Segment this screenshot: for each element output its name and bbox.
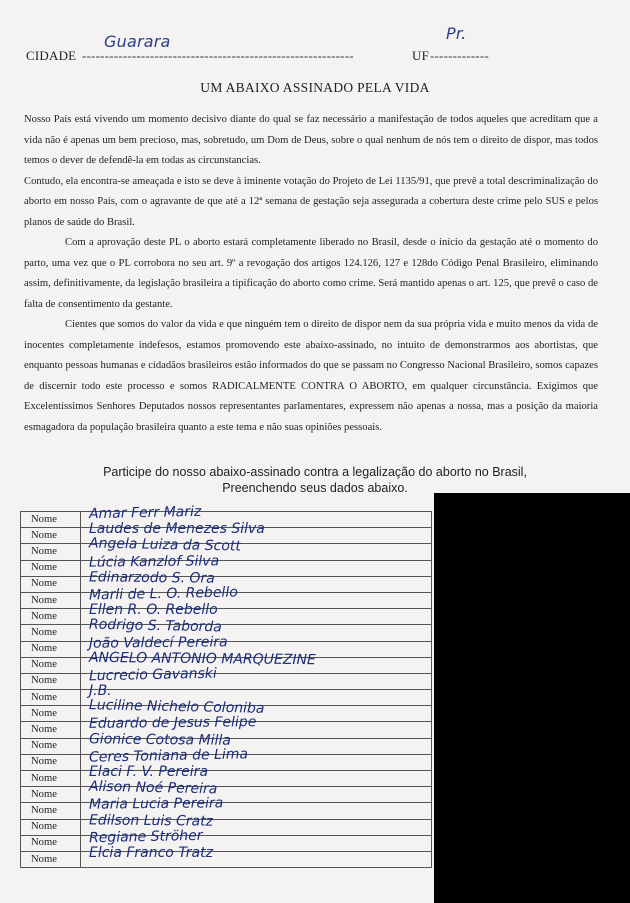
handwritten-signature: Alison Noé Pereira [88, 778, 218, 798]
call-to-action [0, 464, 630, 496]
name-label: Nome [21, 819, 81, 835]
handwritten-signature: Amar Ferr Mariz [88, 503, 202, 523]
handwritten-signature: Edinarzodo S. Ora [88, 569, 215, 587]
call-to-action-line-1: Participe do nosso abaixo-assinado contra a legalização do aborto no Brasil, [103, 465, 527, 479]
table-row [21, 771, 432, 787]
handwritten-signature: Eduardo de Jesus Felipe [88, 714, 257, 733]
paragraph-3: Com a aprovação deste PL o aborto estará completamente liberado no Brasil, desde o início da gestação até o momento do parto, uma vez que o PL corrobora no seu art. 9º a revogação dos artigos 124.126, 127 e 128do Código Penal Brasileiro, eliminando assim, definitivamente, da legislação brasileira a tipificação do aborto como crime. Será mantido apenas o art. 125, que prevê o caso de falta de consentimento da gestante. [24, 237, 598, 310]
handwritten-signature: Lúcia Kanzlof Silva [88, 552, 220, 571]
city-label: CIDADE [26, 48, 77, 63]
name-label: Nome [21, 673, 81, 689]
table-row [21, 819, 432, 835]
name-label: Nome [21, 641, 81, 657]
uf-label: UF [412, 48, 430, 63]
table-row [21, 673, 432, 689]
handwritten-signature: Gionice Cotosa Milla [88, 730, 231, 749]
name-label: Nome [21, 690, 81, 706]
handwritten-signature: Laudes de Menezes Silva [89, 521, 265, 538]
name-label: Nome [21, 738, 81, 754]
handwritten-signature: ANGELO ANTONIO MARQUEZINE [88, 649, 316, 668]
table-row [21, 592, 432, 608]
name-label: Nome [21, 544, 81, 560]
table-row [21, 754, 432, 770]
handwritten-signature: Luciline Nichelo Coloniba [88, 697, 265, 718]
table-row [21, 835, 432, 851]
city-uf-line [26, 24, 496, 66]
name-label: Nome [21, 787, 81, 803]
handwritten-signature: Elaci F. V. Pereira [89, 764, 209, 780]
table-row [21, 787, 432, 803]
name-label: Nome [21, 851, 81, 867]
name-label: Nome [21, 512, 81, 528]
document-title: UM ABAIXO ASSINADO PELA VIDA [200, 80, 430, 95]
handwritten-signature: João Valdecí Pereira [88, 633, 228, 652]
name-label: Nome [21, 609, 81, 625]
city-handwritten-value: Guarara [104, 32, 171, 51]
paragraph-2: Contudo, ela encontra-se ameaçada e isto se deve à iminente votação do Projeto de Lei 1135/91, que prevê a total descriminalização do aborto em nosso País, com o agravante de que até a 12ª semana de gestação seja assegurada a cobertura deste crime pelo SUS e pelos planos de saúde do Brasil. [24, 175, 598, 228]
handwritten-signature: J.B. [89, 683, 112, 700]
table-row [21, 657, 432, 673]
handwritten-signature: Regiane Ströher [88, 827, 203, 846]
handwritten-signature: Edilson Luis Cratz [88, 811, 214, 830]
signature-table [20, 503, 432, 868]
paragraph-4: Cientes que somos do valor da vida e que ninguém tem o direito de dispor nem da sua própria vida e muito menos da vida de inocentes completamente indefesos, estamos promovendo este abaixo-assinado, no intuito de demonstrarmos aos abortistas, que enquanto pessoas humanas e cidadãos brasileiros estão informados do que se passam no Congresso Nacional Brasileiro, somos capazes de discernir todo este processo e somos RADICALMENTE CONTRA O ABORTO, em qualquer circunstância. Exigimos que Excelentíssimos Senhores Deputados nossos representantes parlamentares, expressem não apenas a nossa, mas a posição da maioria esmagadora da população brasileira quanto a este tema e não suas opiniões pessoais. [24, 319, 598, 433]
handwritten-signature: Ellen R. O. Rebello [89, 602, 218, 619]
table-row [21, 560, 432, 576]
table-row [21, 803, 432, 819]
signature-cell [81, 665, 432, 689]
handwritten-signature: Angela Luiza da Scott [88, 535, 242, 555]
name-label: Nome [21, 528, 81, 544]
name-label: Nome [21, 657, 81, 673]
signature-cell [81, 844, 432, 867]
name-label: Nome [21, 625, 81, 641]
redaction-block [434, 493, 630, 903]
handwritten-signature: Lucrecio Gavanski [88, 665, 217, 685]
call-to-action-line-2: Preenchendo seus dados abaixo. [222, 481, 408, 495]
handwritten-signature: Elcia Franco Tratz [89, 844, 213, 861]
uf-handwritten-value: Pr. [446, 24, 467, 43]
name-label: Nome [21, 592, 81, 608]
name-label: Nome [21, 771, 81, 787]
name-label: Nome [21, 576, 81, 592]
name-label: Nome [21, 754, 81, 770]
city-dashes: ------------------------------------------------------------ [82, 48, 354, 63]
handwritten-signature: Ceres Toniana de Lima [88, 746, 249, 766]
handwritten-signature: Marli de L. O. Rebello [88, 584, 238, 604]
uf-dashes: ------------- [430, 48, 489, 63]
name-label: Nome [21, 560, 81, 576]
paragraph-1: Nosso País está vivendo um momento decisivo diante do qual se faz necessário a manifestação de todos aqueles que acreditam que a vida não é apenas um bem precioso, mas, sobretudo, um Dom de Deus, sobre o qual nenhum de nós tem o direito de dispor, mas todos temos o dever de defendê-la em todas as circunstancias. [24, 114, 598, 166]
handwritten-signature: Maria Lucia Pereira [88, 795, 224, 814]
table-row [21, 609, 432, 625]
name-label: Nome [21, 803, 81, 819]
handwritten-signature: Rodrigo S. Taborda [88, 616, 223, 636]
petition-body [24, 110, 598, 438]
name-label: Nome [21, 706, 81, 722]
name-label: Nome [21, 835, 81, 851]
table-row [21, 544, 432, 560]
name-label: Nome [21, 722, 81, 738]
table-row [21, 851, 432, 867]
